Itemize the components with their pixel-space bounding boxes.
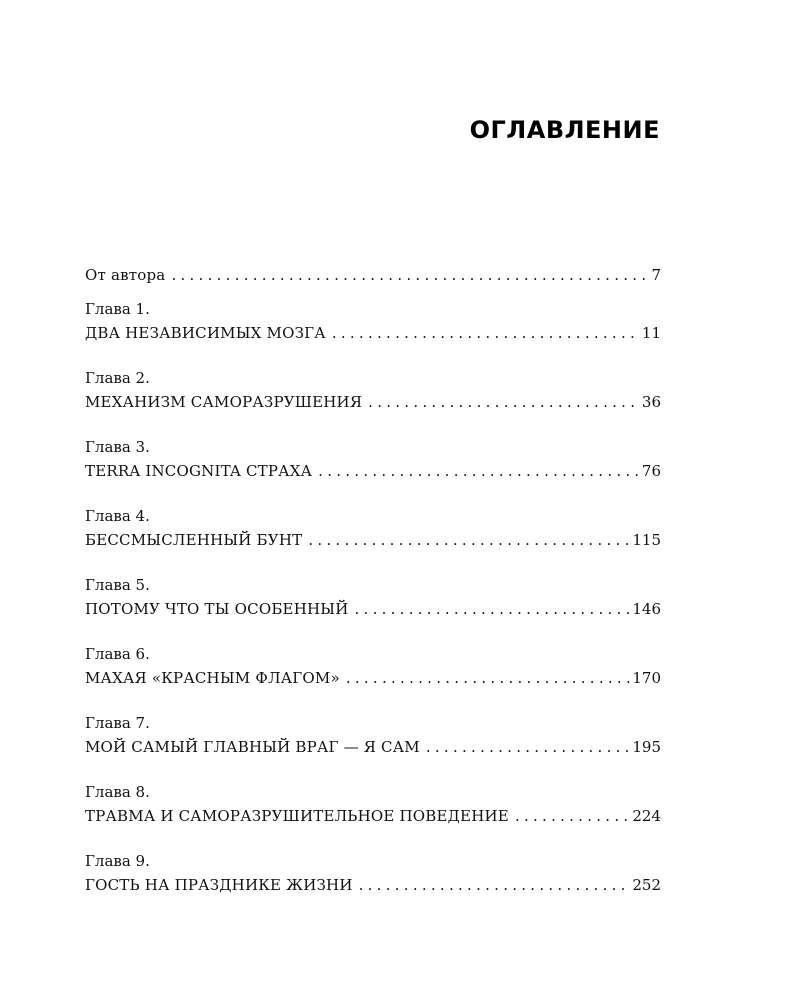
chapter-label: Глава 2. bbox=[85, 369, 150, 387]
toc-page-number: 36 bbox=[641, 393, 661, 411]
toc-entry-chapter-7[interactable] bbox=[85, 711, 661, 759]
chapter-label: Глава 5. bbox=[85, 576, 150, 594]
toc-line bbox=[85, 735, 661, 759]
chapter-title: ГОСТЬ НА ПРАЗДНИКЕ ЖИЗНИ bbox=[85, 876, 353, 894]
toc-line bbox=[85, 321, 661, 345]
toc-line bbox=[85, 597, 661, 621]
toc-page-number: 170 bbox=[632, 669, 661, 687]
toc-page-number: 76 bbox=[641, 462, 661, 480]
toc-line bbox=[85, 528, 661, 552]
dot-leader bbox=[318, 459, 640, 483]
chapter-label: Глава 4. bbox=[85, 507, 150, 525]
chapter-title: МОЙ САМЫЙ ГЛАВНЫЙ ВРАГ — Я САМ bbox=[85, 738, 420, 756]
dot-leader bbox=[308, 528, 630, 552]
chapter-title: TERRA INCOGNITA СТРАХА bbox=[85, 462, 313, 480]
toc-entry-chapter-6[interactable] bbox=[85, 642, 661, 690]
toc-line bbox=[85, 873, 661, 897]
chapter-title: ТРАВМА И САМОРАЗРУШИТЕЛЬНОЕ ПОВЕДЕНИЕ bbox=[85, 807, 509, 825]
toc-entry-chapter-1[interactable] bbox=[85, 297, 661, 345]
chapter-title: ПОТОМУ ЧТО ТЫ ОСОБЕННЫЙ bbox=[85, 600, 349, 618]
chapter-label: Глава 7. bbox=[85, 714, 150, 732]
toc-page-number: 7 bbox=[651, 266, 661, 284]
toc-page-number: 11 bbox=[641, 324, 661, 342]
toc-entry-chapter-8[interactable] bbox=[85, 780, 661, 828]
toc-entry-chapter-2[interactable] bbox=[85, 366, 661, 414]
toc-entry-intro[interactable] bbox=[85, 263, 661, 287]
toc-page-number: 115 bbox=[632, 531, 661, 549]
chapter-title: МАХАЯ «КРАСНЫМ ФЛАГОМ» bbox=[85, 669, 340, 687]
chapter-label: Глава 1. bbox=[85, 300, 150, 318]
chapter-label: Глава 3. bbox=[85, 438, 150, 456]
toc-line bbox=[85, 263, 661, 287]
toc-entry-chapter-9[interactable] bbox=[85, 849, 661, 897]
dot-leader bbox=[368, 390, 640, 414]
toc-page-number: 224 bbox=[632, 807, 661, 825]
chapter-title: БЕССМЫСЛЕННЫЙ БУНТ bbox=[85, 531, 303, 549]
chapter-label: Глава 6. bbox=[85, 645, 150, 663]
chapter-label: Глава 8. bbox=[85, 783, 150, 801]
toc-line bbox=[85, 804, 661, 828]
dot-leader bbox=[346, 666, 631, 690]
dot-leader bbox=[332, 321, 640, 345]
dot-leader bbox=[426, 735, 631, 759]
toc-entry-chapter-5[interactable] bbox=[85, 573, 661, 621]
toc-entry-chapter-4[interactable] bbox=[85, 504, 661, 552]
toc-line bbox=[85, 390, 661, 414]
toc-page-number: 252 bbox=[632, 876, 661, 894]
table-of-contents bbox=[85, 263, 661, 897]
toc-entry-title: От автора bbox=[85, 266, 166, 284]
toc-entry-chapter-3[interactable] bbox=[85, 435, 661, 483]
toc-line bbox=[85, 459, 661, 483]
chapter-title: ДВА НЕЗАВИСИМЫХ МОЗГА bbox=[85, 324, 326, 342]
dot-leader bbox=[515, 804, 630, 828]
toc-page-number: 146 bbox=[632, 600, 661, 618]
chapter-label: Глава 9. bbox=[85, 852, 150, 870]
dot-leader bbox=[171, 263, 649, 287]
page-title: ОГЛАВЛЕНИЕ bbox=[469, 116, 660, 144]
toc-page-number: 195 bbox=[632, 738, 661, 756]
toc-line bbox=[85, 666, 661, 690]
dot-leader bbox=[355, 597, 631, 621]
dot-leader bbox=[359, 873, 631, 897]
chapter-title: МЕХАНИЗМ САМОРАЗРУШЕНИЯ bbox=[85, 393, 363, 411]
